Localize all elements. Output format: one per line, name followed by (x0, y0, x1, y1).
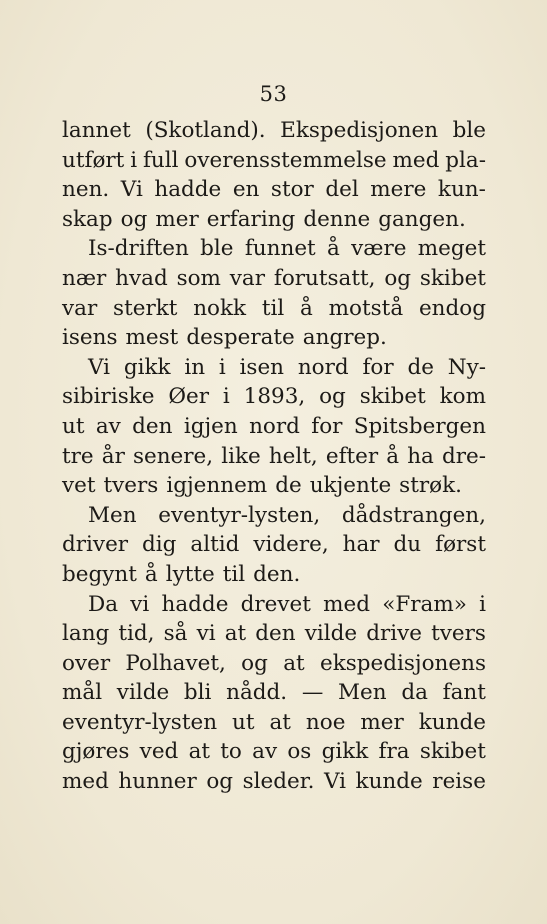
text-line (62, 146, 486, 176)
word: dig (142, 532, 177, 558)
word: til (222, 561, 246, 587)
word: endog (418, 295, 486, 321)
word: Is-driften (88, 236, 189, 262)
word: Øer (168, 384, 210, 410)
word: lytte (165, 561, 215, 587)
text-line (62, 560, 486, 590)
text-line (62, 708, 486, 738)
word: Men (88, 502, 137, 528)
word: å (300, 295, 313, 321)
text-line (62, 234, 486, 264)
word: å (386, 443, 400, 469)
word: vilde (116, 680, 170, 706)
word: motstå (328, 295, 404, 321)
word: pla- (445, 147, 486, 173)
text-line (62, 501, 486, 531)
word: to (220, 739, 242, 765)
word: at (269, 709, 291, 735)
word: nord (249, 413, 300, 439)
word: noe (305, 709, 346, 735)
word: mere (370, 177, 427, 203)
word: gjøres (62, 739, 130, 765)
word: hvad (115, 265, 168, 291)
word: har (342, 532, 380, 558)
word: isens (62, 325, 118, 351)
word: mer (360, 709, 404, 735)
word: år (101, 443, 125, 469)
word: angrep. (302, 325, 387, 351)
word: Polhavet, (125, 650, 226, 676)
text-line (62, 678, 486, 708)
word: den (132, 413, 173, 439)
word: utført (62, 147, 125, 173)
word: nokk (193, 295, 247, 321)
word: å (326, 236, 340, 262)
word: vilde (304, 621, 358, 647)
text-line (62, 382, 486, 412)
word: igjen (183, 413, 238, 439)
word: være (351, 236, 407, 262)
word: in (184, 354, 206, 380)
word: vi (130, 591, 150, 617)
word: tvers (103, 473, 159, 499)
word: i (130, 147, 138, 173)
word: os (287, 739, 312, 765)
word: altid (190, 532, 240, 558)
text-line (62, 530, 486, 560)
word: vi (196, 621, 216, 647)
word: og (241, 650, 268, 676)
word: drevet (240, 591, 311, 617)
word: med (62, 769, 109, 795)
word: skibet (419, 265, 486, 291)
word: Vi (120, 177, 143, 203)
word: hadde (154, 177, 222, 203)
word: videre, (253, 532, 329, 558)
text-line (62, 471, 486, 501)
word: meget (417, 236, 486, 262)
text-line (62, 264, 486, 294)
word: skap (62, 206, 113, 232)
word: funnet (244, 236, 316, 262)
word: eventyr-lysten (62, 709, 218, 735)
word: Ekspedisjonen (280, 118, 439, 143)
word: nord (297, 354, 349, 380)
word: gangen. (378, 206, 466, 232)
word: lang (62, 621, 110, 647)
word: ut (62, 413, 85, 439)
word: ved (139, 739, 179, 765)
word: at (283, 650, 305, 676)
word: dre- (441, 443, 486, 469)
word: hadde (161, 591, 229, 617)
word: sleder. (242, 769, 315, 795)
word: mål (62, 680, 103, 706)
word: dådstrangen, (341, 502, 486, 528)
word: tvers (431, 621, 486, 647)
word: og (206, 769, 234, 795)
word: isen (239, 354, 285, 380)
word: Ny- (447, 354, 486, 380)
word: full (142, 147, 179, 173)
text-line (62, 590, 486, 620)
word: kom (439, 384, 486, 410)
body-text (62, 116, 486, 797)
word: over (62, 650, 111, 676)
word: vet (62, 473, 96, 499)
word: for (362, 354, 394, 380)
word: så (163, 621, 188, 647)
word: først (435, 532, 486, 558)
word: i (479, 591, 486, 617)
word: av (252, 739, 278, 765)
word: ha (407, 443, 434, 469)
word: nær (62, 265, 107, 291)
word: kunde (418, 709, 486, 735)
word: mest (125, 325, 179, 351)
word: sibiriske (62, 384, 155, 410)
word: å (144, 561, 158, 587)
word: kunde (355, 769, 423, 795)
text-line (62, 353, 486, 383)
word: begynt (62, 561, 137, 587)
word: — (301, 680, 324, 706)
word: senere, (132, 443, 214, 469)
word: de (407, 354, 434, 380)
text-line (62, 619, 486, 649)
word: Vi (88, 354, 111, 380)
word: ut (232, 709, 255, 735)
word: med (323, 591, 370, 617)
word: drive (366, 621, 422, 647)
page-number: 53 (259, 82, 288, 106)
word: at (188, 739, 211, 765)
word: ukjente (309, 473, 392, 499)
word: for (311, 413, 343, 439)
word: var (229, 265, 266, 291)
word: erfaring (206, 206, 296, 232)
text-line (62, 442, 486, 472)
word: sterkt (113, 295, 178, 321)
word: hunner (118, 769, 197, 795)
word: helt, (268, 443, 318, 469)
word: i (222, 384, 230, 410)
word: var (62, 295, 98, 321)
word: Vi (323, 769, 347, 795)
word: at (224, 621, 247, 647)
text-line (62, 649, 486, 679)
word: med (392, 147, 440, 173)
word: skibet (419, 739, 486, 765)
word: «Fram» (382, 591, 467, 617)
word: skibet (359, 384, 426, 410)
word: desperate (186, 325, 295, 351)
text-line (62, 323, 486, 353)
word: (Skotland). (145, 118, 266, 143)
word: ble (200, 236, 234, 262)
word: og (120, 206, 148, 232)
word: du (393, 532, 422, 558)
text-line (62, 737, 486, 767)
word: kun- (437, 177, 486, 203)
word: gikk (321, 739, 369, 765)
word: eventyr-lysten, (158, 502, 321, 528)
text-line (62, 767, 486, 797)
text-line (62, 116, 486, 146)
word: overensstemmelse (184, 147, 387, 173)
word: den. (253, 561, 301, 587)
text-line (62, 175, 486, 205)
word: Men (338, 680, 387, 706)
word: igjennem (166, 473, 268, 499)
word: reise (432, 769, 486, 795)
word: lannet (62, 118, 131, 143)
word: gikk (123, 354, 171, 380)
word: tid, (118, 621, 155, 647)
word: da (401, 680, 428, 706)
word: til (261, 295, 285, 321)
word: og (319, 384, 346, 410)
word: like (221, 443, 261, 469)
text-line (62, 205, 486, 235)
word: som (176, 265, 221, 291)
word: Spitsbergen (353, 413, 486, 439)
word: del (325, 177, 359, 203)
word: efter (325, 443, 379, 469)
word: ekspedisjonens (319, 650, 486, 676)
word: denne (303, 206, 371, 232)
word: fant (442, 680, 486, 706)
word: av (95, 413, 121, 439)
word: mer (155, 206, 199, 232)
word: i (218, 354, 226, 380)
word: stor (270, 177, 314, 203)
word: de (275, 473, 302, 499)
word: forutsatt, (273, 265, 376, 291)
word: 1893, (243, 384, 306, 410)
word: den (255, 621, 296, 647)
word: nen. (62, 177, 110, 203)
word: driver (62, 532, 129, 558)
text-line (62, 412, 486, 442)
word: ble (452, 118, 486, 143)
word: tre (62, 443, 94, 469)
word: og (384, 265, 412, 291)
word: strøk. (399, 473, 462, 499)
word: bli (183, 680, 212, 706)
word: en (232, 177, 260, 203)
text-line (62, 294, 486, 324)
word: fra (378, 739, 410, 765)
word: nådd. (226, 680, 288, 706)
word: Da (88, 591, 119, 617)
